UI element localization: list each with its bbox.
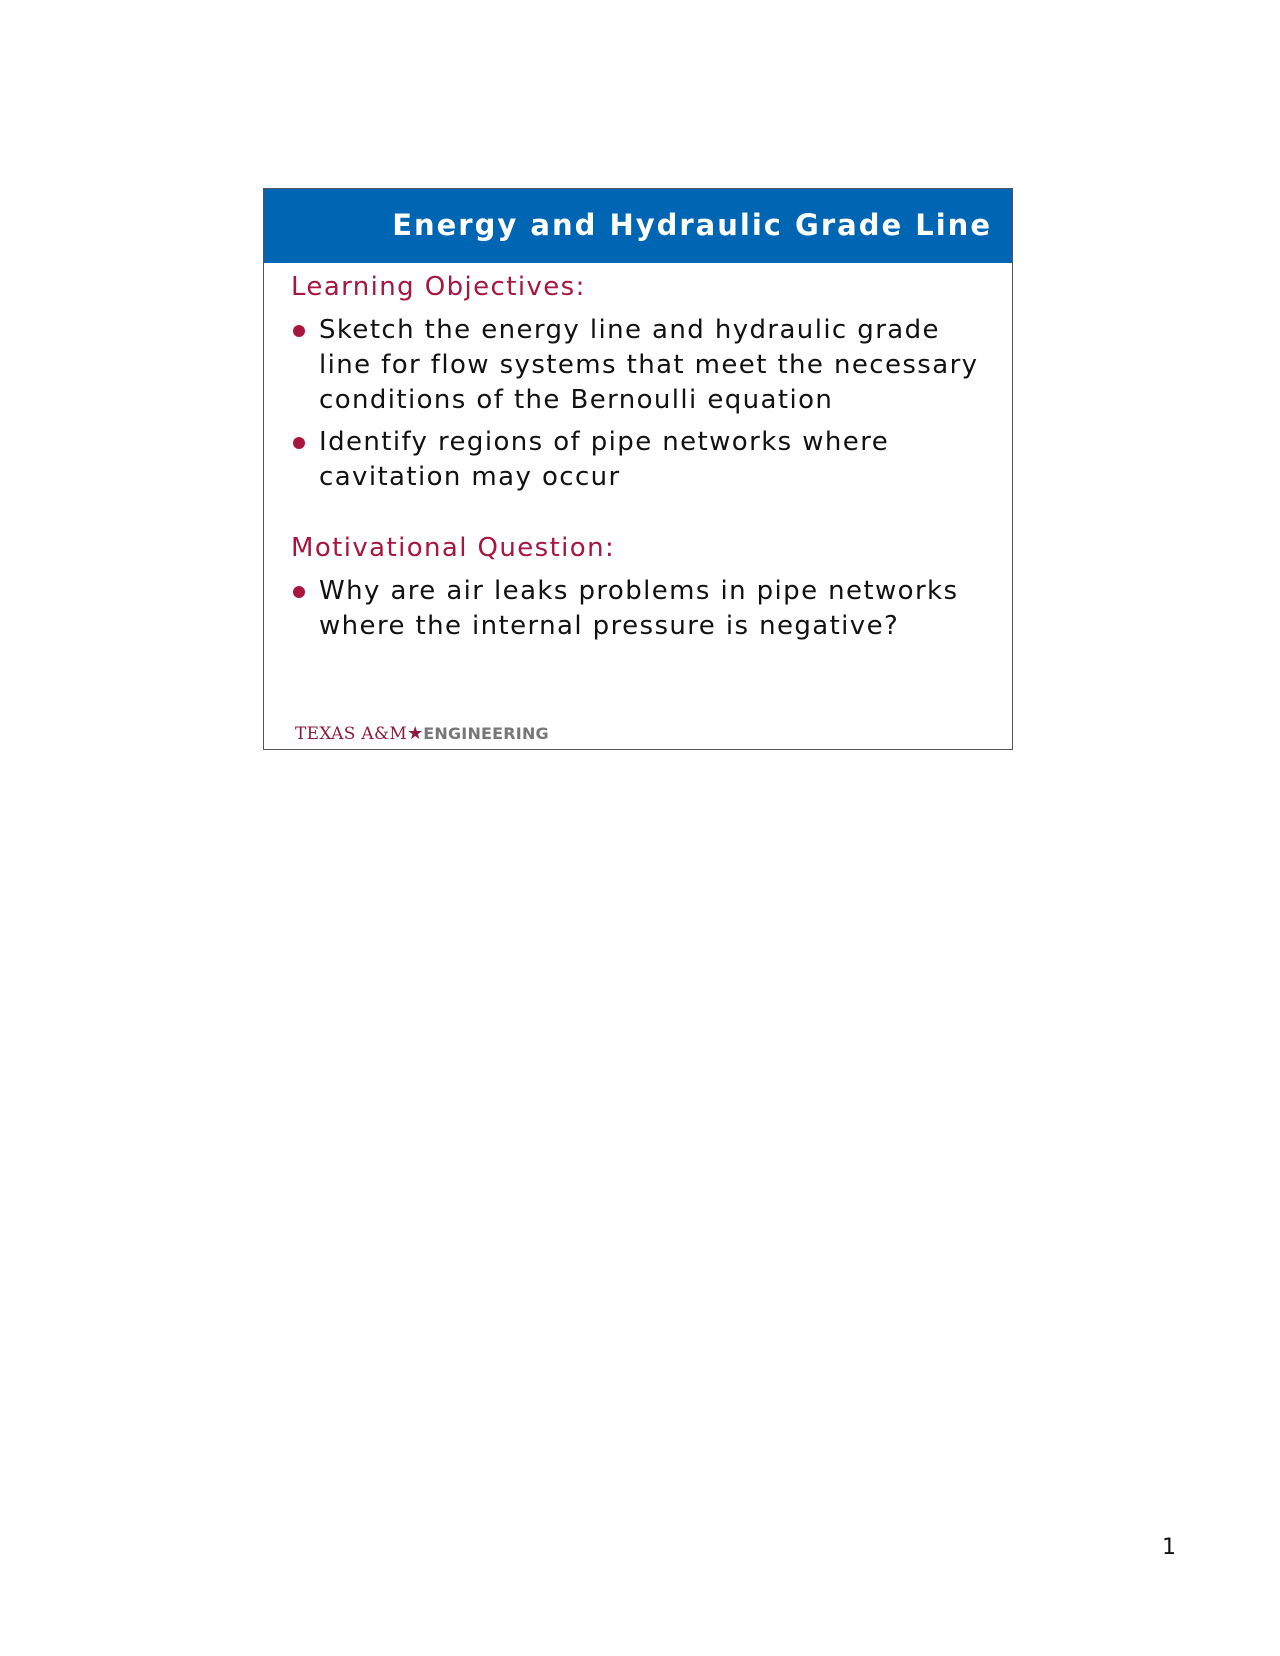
question-item <box>291 574 1001 644</box>
bullet-dot-icon <box>293 437 305 449</box>
motivational-question-heading: Motivational Question: <box>291 533 616 563</box>
objective-item <box>291 313 1001 418</box>
logo-texas-text: TEXAS A&M <box>295 724 408 744</box>
texas-am-engineering-logo <box>295 725 549 743</box>
objective-item <box>291 425 1001 495</box>
question-text: Why are air leaks problems in pipe networks where the internal pressure is negative? <box>319 576 959 641</box>
slide-title: Energy and Hydraulic Grade Line <box>392 208 992 242</box>
objective-text: Identify regions of pipe networks where cavitation may occur <box>319 427 890 492</box>
objectives-list <box>291 313 1001 502</box>
learning-objectives-heading: Learning Objectives: <box>291 272 586 302</box>
question-list <box>291 574 1001 651</box>
bullet-dot-icon <box>293 586 305 598</box>
bullet-dot-icon <box>293 325 305 337</box>
slide <box>263 188 1013 750</box>
objective-text: Sketch the energy line and hydraulic grade line for flow systems that meet the necessary conditions of the Bernoulli equation <box>319 315 979 415</box>
star-icon: ★ <box>407 723 424 744</box>
page-number: 1 <box>1162 1535 1176 1560</box>
logo-engineering-text: ENGINEERING <box>423 724 549 743</box>
slide-header <box>264 189 1012 263</box>
